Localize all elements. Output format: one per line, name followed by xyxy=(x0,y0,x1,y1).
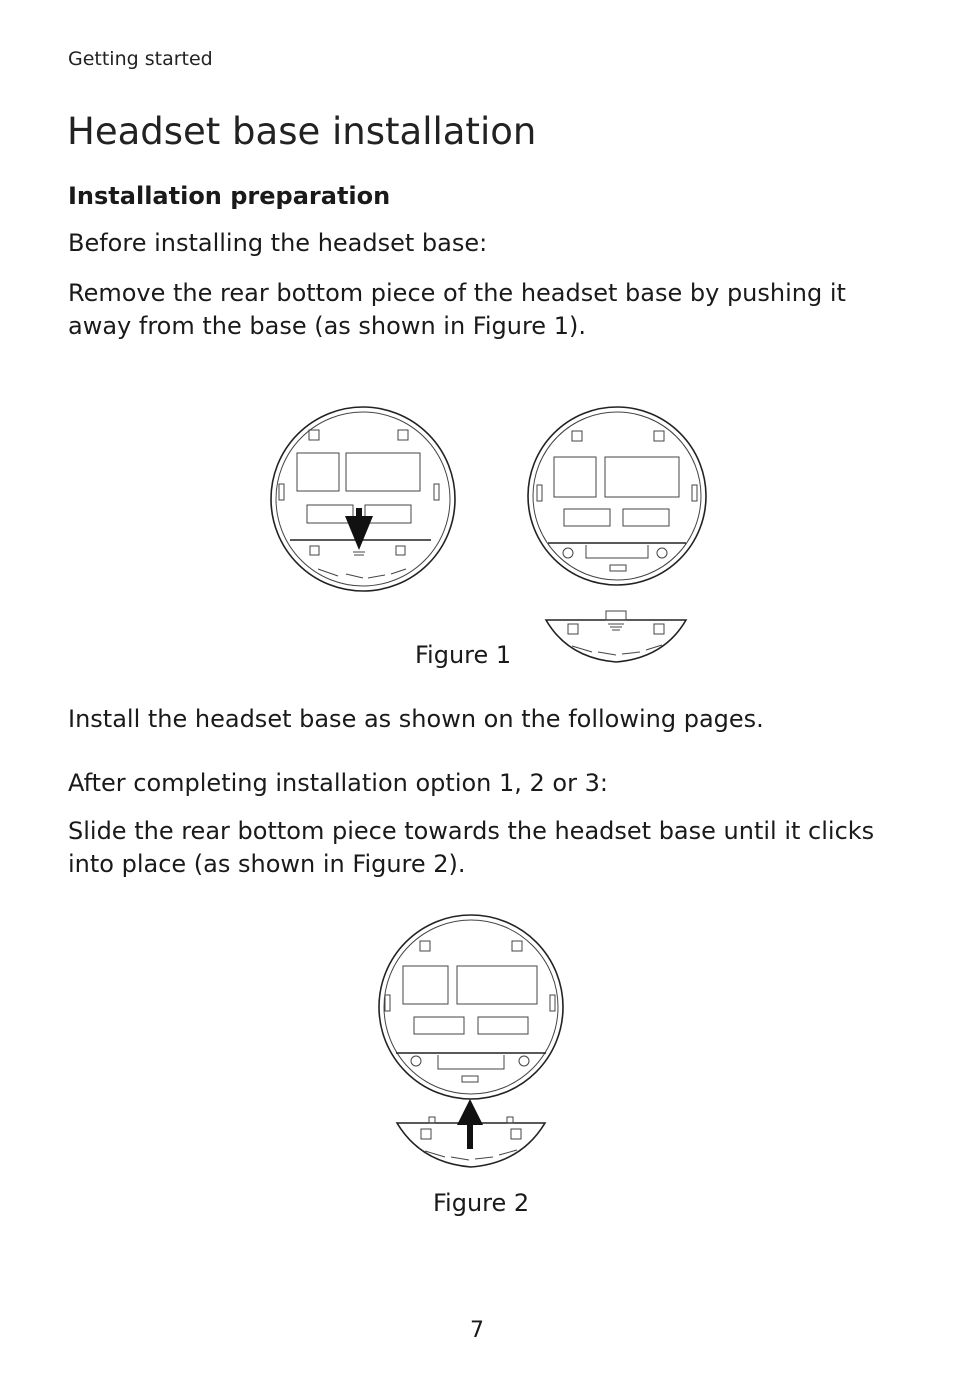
arrow-up-icon xyxy=(457,1099,483,1149)
paragraph-remove: Remove the rear bottom piece of the headset base by pushing it away from the base (as shown in Figure 1). xyxy=(68,279,846,340)
figure1-base-closed-illustration xyxy=(268,404,458,594)
sub-heading: Installation preparation xyxy=(68,182,391,210)
figure1-base-open-illustration xyxy=(526,405,708,583)
paragraph-before: Before installing the headset base: xyxy=(68,229,488,257)
figure2-caption: Figure 2 xyxy=(433,1189,530,1217)
paragraph-slide: Slide the rear bottom piece towards the headset base until it clicks into place (as shown in Figure 2). xyxy=(68,817,875,878)
paragraph-after: After completing installation option 1, 2 or 3: xyxy=(68,769,608,797)
figure1-rear-piece-illustration xyxy=(542,608,690,664)
page-number: 7 xyxy=(470,1318,484,1343)
figure1-caption: Figure 1 xyxy=(415,641,512,669)
page-title: Headset base installation xyxy=(67,110,537,153)
paragraph-install: Install the headset base as shown on the following pages. xyxy=(68,705,764,733)
section-label: Getting started xyxy=(68,48,213,70)
arrow-down-icon xyxy=(345,508,373,555)
figure2-rear-piece-illustration xyxy=(393,1097,549,1169)
figure2-base-illustration xyxy=(374,913,568,1093)
